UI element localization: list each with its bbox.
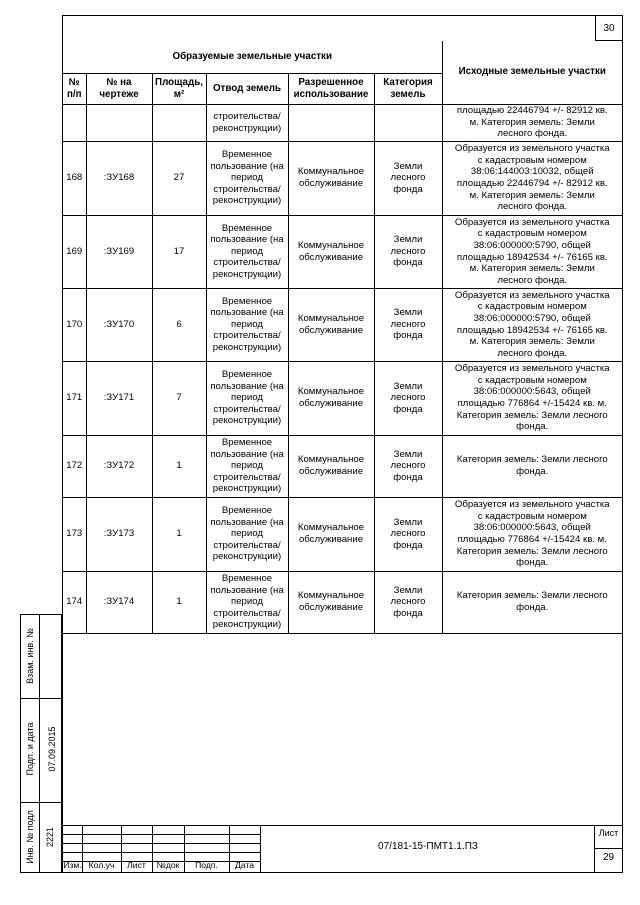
- row-use: Коммунальное обслуживание: [288, 497, 374, 571]
- continuation-source: площадью 22446794 +/- 82912 кв. м. Категория земель: Земли лесного фонда.: [442, 104, 622, 141]
- row-number: 173: [63, 497, 86, 571]
- row-drawing-label: :ЗУ172: [86, 435, 152, 497]
- row-area: 6: [152, 288, 206, 361]
- row-area: 1: [152, 435, 206, 497]
- row-allotment: Временное пользование (на период строительства/ реконструкции): [206, 215, 288, 288]
- row-allotment: Временное пользование (на период строительства/ реконструкции): [206, 571, 288, 633]
- row-source: Образуется из земельного участка с кадастровым номером 38:06:000000:5790, общей площадью 18942534 +/- 76165 кв. м. Категория земель: Земли лесного фонда.: [442, 288, 622, 361]
- row-source: Образуется из земельного участка с кадастровым номером 38:06:000000:5790, общей площадью 18942534 +/- 76165 кв. м. Категория земель: Земли лесного фонда.: [442, 215, 622, 288]
- continuation-row: [63, 104, 622, 141]
- stamp-label-sign: Подп.: [195, 860, 218, 870]
- row-number: 172: [63, 435, 86, 497]
- row-area: 7: [152, 361, 206, 435]
- land-plots-table: [63, 41, 622, 634]
- row-allotment: Временное пользование (на период строительства/ реконструкции): [206, 435, 288, 497]
- table-row: [63, 288, 622, 361]
- stamp-label-change: Изм.: [63, 860, 82, 870]
- row-source: Категория земель: Земли лесного фонда.: [442, 435, 622, 497]
- col-header-area: Площадь, м²: [152, 73, 206, 104]
- row-category: Земли лесного фонда: [374, 435, 442, 497]
- row-category: Земли лесного фонда: [374, 361, 442, 435]
- sheet-number: 29: [602, 852, 615, 863]
- row-number: 171: [63, 361, 86, 435]
- row-source: Образуется из земельного участка с кадастровым номером 38:06:000000:5643, общей площадью 776864 +/-15424 кв. м. Категория земель: Земли лесного фонда.: [442, 361, 622, 435]
- row-source: Категория земель: Земли лесного фонда.: [442, 571, 622, 633]
- page-frame: [62, 15, 623, 873]
- inv-orig-label: Инв. № подл: [25, 810, 35, 864]
- row-area: 17: [152, 215, 206, 288]
- title-block: [63, 825, 622, 872]
- table-row: [63, 141, 622, 215]
- row-number: 168: [63, 141, 86, 215]
- row-drawing-label: :ЗУ174: [86, 571, 152, 633]
- inv-orig-value: 2221: [45, 826, 55, 848]
- row-allotment: Временное пользование (на период строительства/ реконструкции): [206, 141, 288, 215]
- sign-date-value: 07.09.2015: [47, 726, 57, 772]
- row-use: Коммунальное обслуживание: [288, 435, 374, 497]
- table-row: [63, 435, 622, 497]
- row-source: Образуется из земельного участка с кадастровым номером 38:06:000000:5643, общей площадью 776864 +/-15424 кв. м. Категория земель: Земли лесного фонда.: [442, 497, 622, 571]
- col-header-allotment: Отвод земель: [206, 73, 288, 104]
- row-area: 1: [152, 571, 206, 633]
- source-header: Исходные земельные участки: [442, 41, 622, 104]
- row-area: 27: [152, 141, 206, 215]
- col-header-use: Разрешенное использование: [288, 73, 374, 104]
- row-use: Коммунальное обслуживание: [288, 361, 374, 435]
- row-allotment: Временное пользование (на период строительства/ реконструкции): [206, 361, 288, 435]
- row-number: 170: [63, 288, 86, 361]
- table-row: [63, 571, 622, 633]
- row-use: Коммунальное обслуживание: [288, 571, 374, 633]
- row-category: Земли лесного фонда: [374, 288, 442, 361]
- stamp-label-doc: №док: [156, 860, 180, 870]
- document-code: 07/181-15-ПМТ1.1.ПЗ: [378, 841, 478, 852]
- row-category: Земли лесного фонда: [374, 215, 442, 288]
- row-drawing-label: :ЗУ171: [86, 361, 152, 435]
- row-category: Земли лесного фонда: [374, 571, 442, 633]
- sign-date-label: Подп. и дата: [25, 722, 35, 776]
- stamp-label-sheet: Лист: [127, 860, 146, 870]
- page-number: 30: [595, 16, 622, 41]
- row-allotment: Временное пользование (на период строительства/ реконструкции): [206, 288, 288, 361]
- table-row: [63, 361, 622, 435]
- group-header: Образуемые земельные участки: [63, 41, 442, 73]
- row-use: Коммунальное обслуживание: [288, 141, 374, 215]
- row-drawing-label: :ЗУ169: [86, 215, 152, 288]
- row-drawing-label: :ЗУ168: [86, 141, 152, 215]
- row-area: 1: [152, 497, 206, 571]
- row-use: Коммунальное обслуживание: [288, 288, 374, 361]
- col-header-drawing: № на чертеже: [86, 73, 152, 104]
- row-drawing-label: :ЗУ170: [86, 288, 152, 361]
- col-header-category: Категория земель: [374, 73, 442, 104]
- col-header-number: № п/п: [63, 73, 86, 104]
- row-drawing-label: :ЗУ173: [86, 497, 152, 571]
- side-stamp: [20, 614, 62, 873]
- continuation-allotment: строительства/ реконструкции): [206, 104, 288, 141]
- table-row: [63, 215, 622, 288]
- row-use: Коммунальное обслуживание: [288, 215, 374, 288]
- sheet-label: Лист: [598, 828, 619, 838]
- stamp-label-date: Дата: [234, 860, 255, 870]
- row-category: Земли лесного фонда: [374, 497, 442, 571]
- row-allotment: Временное пользование (на период строительства/ реконструкции): [206, 497, 288, 571]
- row-number: 174: [63, 571, 86, 633]
- row-source: Образуется из земельного участка с кадастровым номером 38:06:144003:10032, общей площадью 22446794 +/- 82912 кв. м. Категория земель: Земли лесного фонда.: [442, 141, 622, 215]
- inv-replace-label: Взам. инв. №: [25, 628, 35, 684]
- row-category: Земли лесного фонда: [374, 141, 442, 215]
- table-row: [63, 497, 622, 571]
- row-number: 169: [63, 215, 86, 288]
- stamp-label-count: Кол.уч: [88, 860, 115, 870]
